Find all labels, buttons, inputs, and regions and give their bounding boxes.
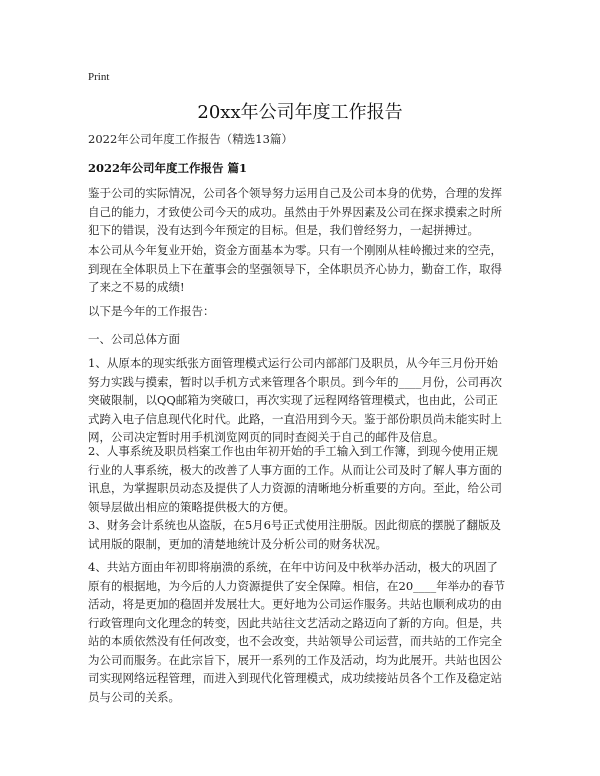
page-title: 20xx年公司年度工作报告: [197, 102, 403, 123]
paragraph-item-3: 3、财务会计系统也从盗版，在5月6号正式使用注册版。因此彻底的摆脱了翻版及 试用版的限制，更加的清楚地统计及分析公司的财务状况。: [88, 518, 501, 551]
section-heading: 2022年公司年度工作报告 篇1: [88, 161, 248, 175]
print-link[interactable]: Print: [88, 71, 110, 83]
paragraph-item-1: 1、从原本的现实纸张方面管理模式运行公司内部部门及职员，从今年三月份开始 努力实践与摸索，暂时以手机方式来管理各个职员。到今年的____月份，公司再次 突破限制，以QQ邮箱为突破口，再次实现了远程网络管理模式，也由此，公司正 式跨入电子信息现代化时代。此路，一直沿用到今天。鉴于部份职员尚未能实时上 网，公司决定暂时用手机浏览网页的同时查阅关于自己的邮件及信息。: [88, 356, 502, 444]
paragraph-intro: 鉴于公司的实际情况，公司各个领导努力运用自己及公司本身的优势，合理的发挥 自己的能力，才致使公司今天的成功。虽然由于外界因素及公司在探求摸索之时所 犯下的错误，没有达到今年预定的目标。但是，我们曾经努力，一起拼搏过。: [88, 186, 502, 237]
paragraph-report-intro: 以下是今年的工作报告：: [88, 304, 215, 318]
paragraph-item-4: 4、共站方面由年初即将崩溃的系统，在年中访问及中秋举办活动，极大的巩固了 原有的根据地，为今后的人力资源提供了安全保障。相信，在20____年举办的春节 活动，将是更加的稳固并发展壮大。更好地为公司运作服务。共站也顺利成功的由 行政管理向文化理念的转变，因此共站往文艺活动之路迈向了新的方向。但是，共 站的本质依然没有任何改变，也不会改变，共站领导公司运营，而共站的工作完全 为公司而服务。在此宗旨下，展开一系列的工作及活动，均为此展开。共站也因公 司实现网络远程管理，而进入到现代化管理模式，成功续接站员各个工作及稳定站 员与公司的关系。: [88, 560, 506, 704]
paragraph-overall-heading: 一、公司总体方面: [88, 332, 180, 346]
paragraph-item-2: 2、人事系统及职员档案工作也由年初开始的手工输入到工作簿，到现今使用正规 行业的人事系统，极大的改善了人事方面的工作。从而让公司及时了解人事方面的 讯息，为掌握职员动态及提供了人力资源的清晰地分析重要的方向。至此，给公司 领导层做出相应的策略提供极大的方便。: [88, 444, 502, 514]
paragraph-company-start: 本公司从今年复业开始，资金方面基本为零。只有一个刚刚从桂岭搬过来的空壳， 到现在全体职员上下在董事会的坚强领导下，全体职员齐心协力，勤奋工作，取得 了来之不易的成绩!: [88, 243, 502, 294]
document-subtitle: 2022年公司年度工作报告（精选13篇）: [88, 132, 293, 146]
